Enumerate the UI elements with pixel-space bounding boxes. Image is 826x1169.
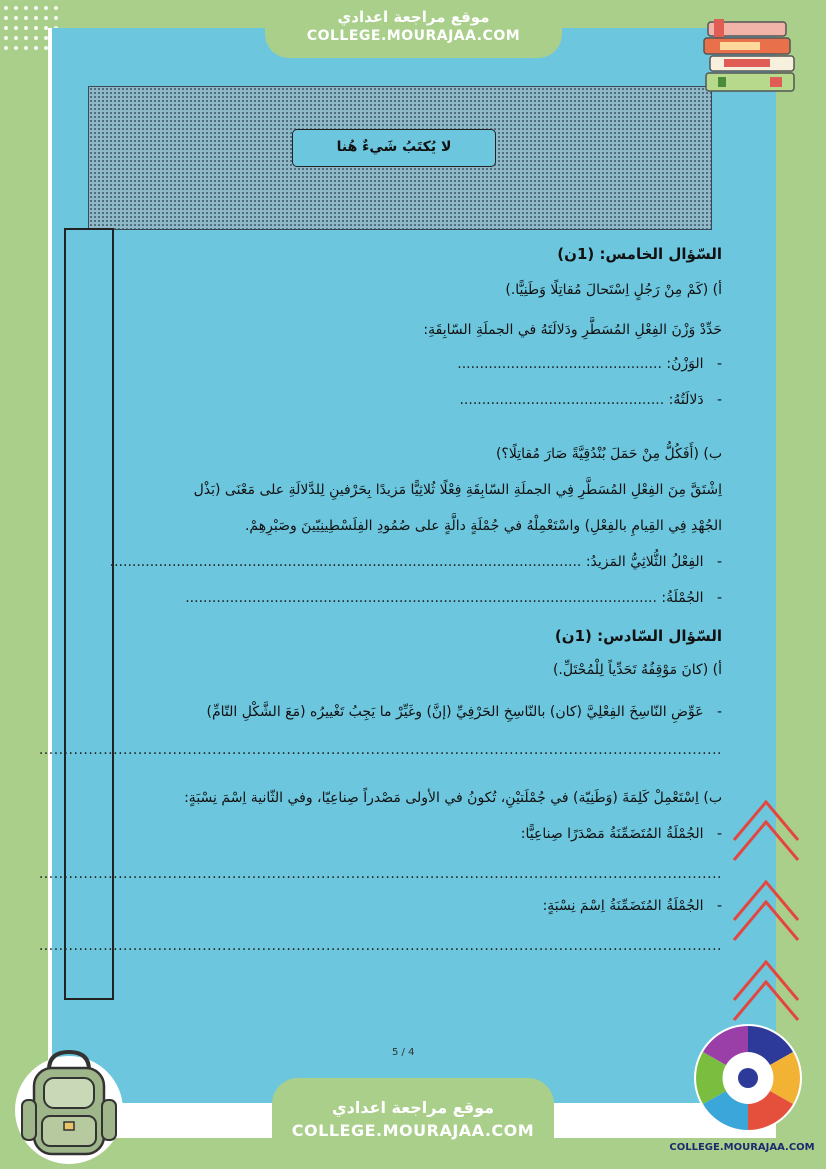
q5-verb-row bbox=[110, 552, 722, 572]
bullet-dash: - bbox=[716, 590, 722, 606]
q6-second-row bbox=[543, 896, 722, 916]
site-footer-url[interactable]: COLLEGE.MOURAJAA.COM bbox=[291, 1121, 535, 1140]
decorative-dot bbox=[4, 26, 8, 30]
decorative-dot bbox=[44, 6, 48, 10]
decorative-dot bbox=[4, 6, 8, 10]
site-header bbox=[265, 0, 562, 58]
no-write-area bbox=[88, 86, 712, 230]
decorative-dot bbox=[34, 26, 38, 30]
q5-part-a-text: أ) (كَمْ مِنْ رَجُلٍ اِسْتَحالَ مُقاتِلًا وَطَنِيًّا.) bbox=[505, 282, 722, 298]
decorative-dot bbox=[14, 36, 18, 40]
q6-first-answer[interactable]: .......................................................................................................................................... bbox=[38, 866, 722, 882]
books-icon bbox=[700, 14, 800, 100]
school-bag-icon bbox=[14, 1040, 124, 1164]
q5-meaning-row bbox=[459, 390, 722, 410]
q5-sentence-answer[interactable]: .......................................................................................................... bbox=[185, 590, 657, 606]
q6-second-label: الجُمْلَةُ المُتَضَمِّنَةُ اِسْمَ نِسْبَةٍ: bbox=[542, 898, 704, 914]
bullet-dash: - bbox=[716, 356, 722, 372]
decorative-dot bbox=[24, 16, 28, 20]
decorative-dot bbox=[14, 26, 18, 30]
logo-url[interactable]: COLLEGE.MOURAJAA.COM bbox=[669, 1142, 815, 1153]
site-header-url[interactable]: COLLEGE.MOURAJAA.COM bbox=[306, 28, 521, 44]
decorative-dot bbox=[54, 16, 58, 20]
q6-first-row bbox=[521, 824, 722, 844]
decorative-dot bbox=[24, 26, 28, 30]
site-header-arabic: موقع مراجعة اعدادي bbox=[337, 8, 490, 26]
q5-part-b-instruction-2: الجُهْدِ فِي القِيامِ بالفِعْلِ) واسْتَعْمِلْهُ في جُمْلَةٍ دالَّةٍ على صُمُودِ الفِلَسْطِينِيّينَ وصَبْرِهِمْ. bbox=[244, 518, 722, 534]
site-footer bbox=[272, 1078, 554, 1169]
decorative-dot bbox=[14, 46, 18, 50]
q5-weight-row bbox=[457, 354, 722, 374]
decorative-dot bbox=[4, 16, 8, 20]
q6-part-a-answer[interactable]: .......................................................................................................................................... bbox=[38, 742, 722, 758]
q5-part-b-sentence: ب) (أَفَكُلُّ مِنْ حَمَلَ بُنْدُقِيَّةً صَارَ مُقاتِلًا؟) bbox=[495, 446, 722, 462]
q6-first-label: الجُمْلَةُ المُتَضَمِّنَةُ مَصْدَرًا صِناعِيًّا: bbox=[520, 826, 704, 842]
q5-verb-answer[interactable]: .......................................................................................................... bbox=[109, 554, 582, 570]
q6-part-a-sentence: أ) (كانَ مَوْقِفُهُ تَحَدِّياً لِلْمُحْتَلِّ.) bbox=[552, 662, 722, 678]
decorative-dot bbox=[14, 6, 18, 10]
bullet-dash: - bbox=[716, 826, 722, 842]
page-number: 5 / 4 bbox=[392, 1047, 415, 1058]
decorative-dot bbox=[34, 16, 38, 20]
decorative-dot bbox=[54, 6, 58, 10]
q5-part-a-sentence bbox=[505, 280, 722, 300]
grading-margin bbox=[64, 228, 114, 1000]
q5-sentence-label: الجُمْلَةُ: bbox=[661, 590, 704, 606]
q5-weight-answer[interactable]: .............................................. bbox=[457, 356, 662, 372]
bullet-dash: - bbox=[716, 704, 722, 720]
decorative-dot bbox=[44, 16, 48, 20]
q5-part-a-instruction: حَدِّدْ وَزْنَ الفِعْلِ المُسَطَّرِ ودَلالَتَهُ في الجملَةِ السّابِقَةِ: bbox=[423, 322, 722, 338]
bullet-dash: - bbox=[716, 392, 722, 408]
decorative-dot bbox=[24, 46, 28, 50]
decorative-dot bbox=[24, 6, 28, 10]
q6-part-a-instruction: عَوِّضِ النّاسِخَ الفِعْلِيَّ (كان) بالنّاسِخِ الحَرْفِيِّ (إنَّ) وغَيِّرْ ما يَجِبُ تَغْييرُه (مَعَ الشَّكْلِ التّامِّ) bbox=[206, 704, 704, 720]
decorative-dot bbox=[34, 6, 38, 10]
q5-title: السّؤال الخامس: (1ن) bbox=[557, 245, 722, 263]
decorative-dot bbox=[14, 16, 18, 20]
q5-weight-label: الوَزْنُ: bbox=[666, 356, 704, 372]
q5-sentence-row bbox=[185, 588, 722, 608]
bullet-dash: - bbox=[716, 554, 722, 570]
q6-part-b-instruction: ب) اِسْتَعْمِلْ كَلِمَةَ (وَطَنِيّة) في جُمْلَتيْنِ، تُكونُ في الأولى مَصْدراً صِناعِيّا، وفي الثّانية اِسْمَ نِسْبَةٍ: bbox=[184, 790, 722, 806]
q5-meaning-label: دَلالَتُهُ: bbox=[668, 392, 704, 408]
exam-paper bbox=[38, 28, 776, 1103]
q5-verb-label: الفِعْلُ الثُّلاثِيُّ المَزيدُ: bbox=[585, 554, 704, 570]
decorative-dot bbox=[34, 36, 38, 40]
q6-second-answer[interactable]: .......................................................................................................................................... bbox=[38, 938, 722, 954]
chevron-up-icon bbox=[726, 790, 806, 1040]
education-circle-logo bbox=[692, 1022, 804, 1134]
bullet-dash: - bbox=[716, 898, 722, 914]
site-footer-arabic: موقع مراجعة اعدادي bbox=[331, 1098, 495, 1117]
decorative-dot bbox=[24, 36, 28, 40]
q5-part-b-instruction-1: اِشْتَقَّ مِنَ الفِعْلِ المُسَطَّرِ فِي الجملَةِ السّابِقَةِ فِعْلًا ثُلاثِيًّا مَزيدًا بِحَرْفينِ لِلدَّلالَةِ على مَعْنَى (بَذْل bbox=[193, 482, 722, 498]
q6-part-a-row bbox=[207, 702, 723, 722]
q5-meaning-answer[interactable]: .............................................. bbox=[459, 392, 665, 408]
no-write-label: لا يُكتَبُ شَيءٌ هُنا bbox=[292, 129, 496, 167]
q6-title: السّؤال السّادس: (1ن) bbox=[554, 627, 722, 645]
decorative-dot bbox=[34, 46, 38, 50]
decorative-dot bbox=[4, 46, 8, 50]
decorative-dot bbox=[4, 36, 8, 40]
